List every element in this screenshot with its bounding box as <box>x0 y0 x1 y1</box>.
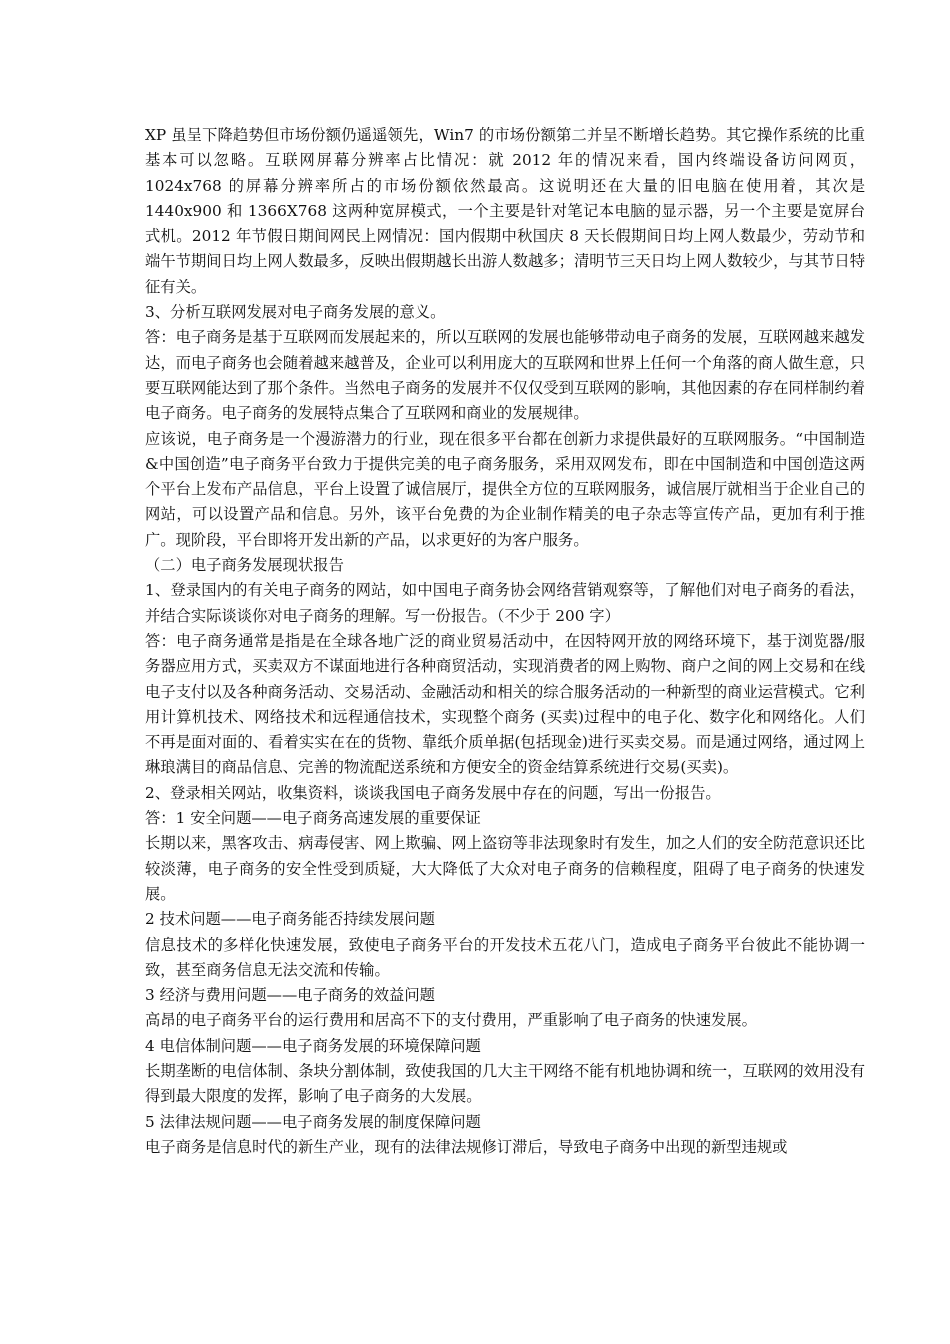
issue-5-body: 电子商务是信息时代的新生产业，现有的法律法规修订滞后，导致电子商务中出现的新型违规或 <box>145 1137 788 1156</box>
issue-5-heading: 5 法律法规问题——电子商务发展的制度保障问题 <box>145 1112 481 1131</box>
issue-2-heading: 2 技术问题——电子商务能否持续发展问题 <box>145 910 435 929</box>
task-1-paragraph: 1、登录国内的有关电子商务的网站，如中国电子商务协会网络营销观察等，了解他们对电子商务的看法，并结合实际谈谈你对电子商务的理解。写一份报告。（不少于 200 字） <box>145 581 865 625</box>
document-page <box>145 123 865 1160</box>
issue-3-heading: 3 经济与费用问题——电子商务的效益问题 <box>145 986 435 1005</box>
task-1-answer: 答：电子商务通常是指是在全球各地广泛的商业贸易活动中，在因特网开放的网络环境下，基于浏览器/服务器应用方式，买卖双方不谋面地进行各种商贸活动，实现消费者的网上购物、商户之间的网上交易和在线电子支付以及各种商务活动、交易活动、金融活动和相关的综合服务活动的一种新型的商业运营模式。它利用计算机技术、网络技术和远程通信技术，实现整个商务 (买卖)过程中的电子化、数字化和网络化。人们不再是面对面的、看着实实在在的货物、靠纸介质单据(包括现金)进行买卖交易。而是通过网络，通过网上琳琅满目的商品信息、完善的物流配送系统和方便安全的资金结算系统进行交易(买卖)。 <box>145 631 865 777</box>
paragraph-os-market-share: XP 虽呈下降趋势但市场份额仍遥遥领先，Win7 的市场份额第二并呈不断增长趋势。其它操作系统的比重基本可以忽略。互联网屏幕分辨率占比情况：就 2012 年的情况来看，国内终端设备访问网页，1024x768 的屏幕分辨率所占的市场份额依然最高。这说明还在大量的旧电脑在使用着，其次是 1440x900 和 1366X768 这两种宽屏模式，一个主要是针对笔记本电脑的显示器，另一个主要是宽屏台式机。2012 年节假日期间网民上网情况：国内假期中秋国庆 8 天长假期间日均上网人数最少，劳动节和端午节期间日均上网人数最多，反映出假期越长出游人数越多；清明节三天日均上网人数较少，与其节日特征有关。 <box>145 126 865 296</box>
platform-paragraph: 应该说，电子商务是一个漫游潜力的行业，现在很多平台都在创新力求提供最好的互联网服务。“中国制造&中国创造”电子商务平台致力于提供完美的电子商务服务，采用双网发布，即在中国制造和中国创造这两个平台上发布产品信息，平台上设置了诚信展厅，提供全方位的互联网服务，诚信展厅就相当于企业自己的网站，可以设置产品和信息。另外，该平台免费的为企业制作精美的电子杂志等宣传产品，更加有利于推广。现阶段，平台即将开发出新的产品，以求更好的为客户服务。 <box>145 429 865 549</box>
section-2-heading: （二）电子商务发展现状报告 <box>145 556 344 575</box>
issue-4-body: 长期垄断的电信体制、条块分割体制，致使我国的几大主干网络不能有机地协调和统一，互联网的效用没有得到最大限度的发挥，影响了电子商务的大发展。 <box>145 1061 865 1106</box>
task-2-paragraph: 2、登录相关网站，收集资料，谈谈我国电子商务发展中存在的问题，写出一份报告。 <box>145 783 721 802</box>
issue-2-body: 信息技术的多样化快速发展，致使电子商务平台的开发技术五花八门，造成电子商务平台彼此不能协调一致，甚至商务信息无法交流和传输。 <box>145 935 865 979</box>
issue-4-heading: 4 电信体制问题——电子商务发展的环境保障问题 <box>145 1036 481 1055</box>
question-3-heading: 3、分析互联网发展对电子商务发展的意义。 <box>145 303 446 322</box>
issue-3-body: 高昂的电子商务平台的运行费用和居高不下的支付费用，严重影响了电子商务的快速发展。 <box>145 1011 757 1030</box>
issue-1-body: 长期以来，黑客攻击、病毒侵害、网上欺骗、网上盗窃等非法现象时有发生，加之人们的安全防范意识还比较淡薄，电子商务的安全性受到质疑，大大降低了大众对电子商务的信赖程度，阻碍了电子商务的快速发展。 <box>145 834 865 903</box>
answer-3-paragraph: 答：电子商务是基于互联网而发展起来的，所以互联网的发展也能够带动电子商务的发展，互联网越来越发达，而电子商务也会随着越来越普及，企业可以利用庞大的互联网和世界上任何一个角落的商人做生意，只要互联网能达到了那个条件。当然电子商务的发展并不仅仅受到互联网的影响，其他因素的存在同样制约着电子商务。电子商务的发展特点集合了互联网和商业的发展规律。 <box>145 328 865 423</box>
issue-1-heading: 答：1 安全问题——电子商务高速发展的重要保证 <box>145 809 481 828</box>
